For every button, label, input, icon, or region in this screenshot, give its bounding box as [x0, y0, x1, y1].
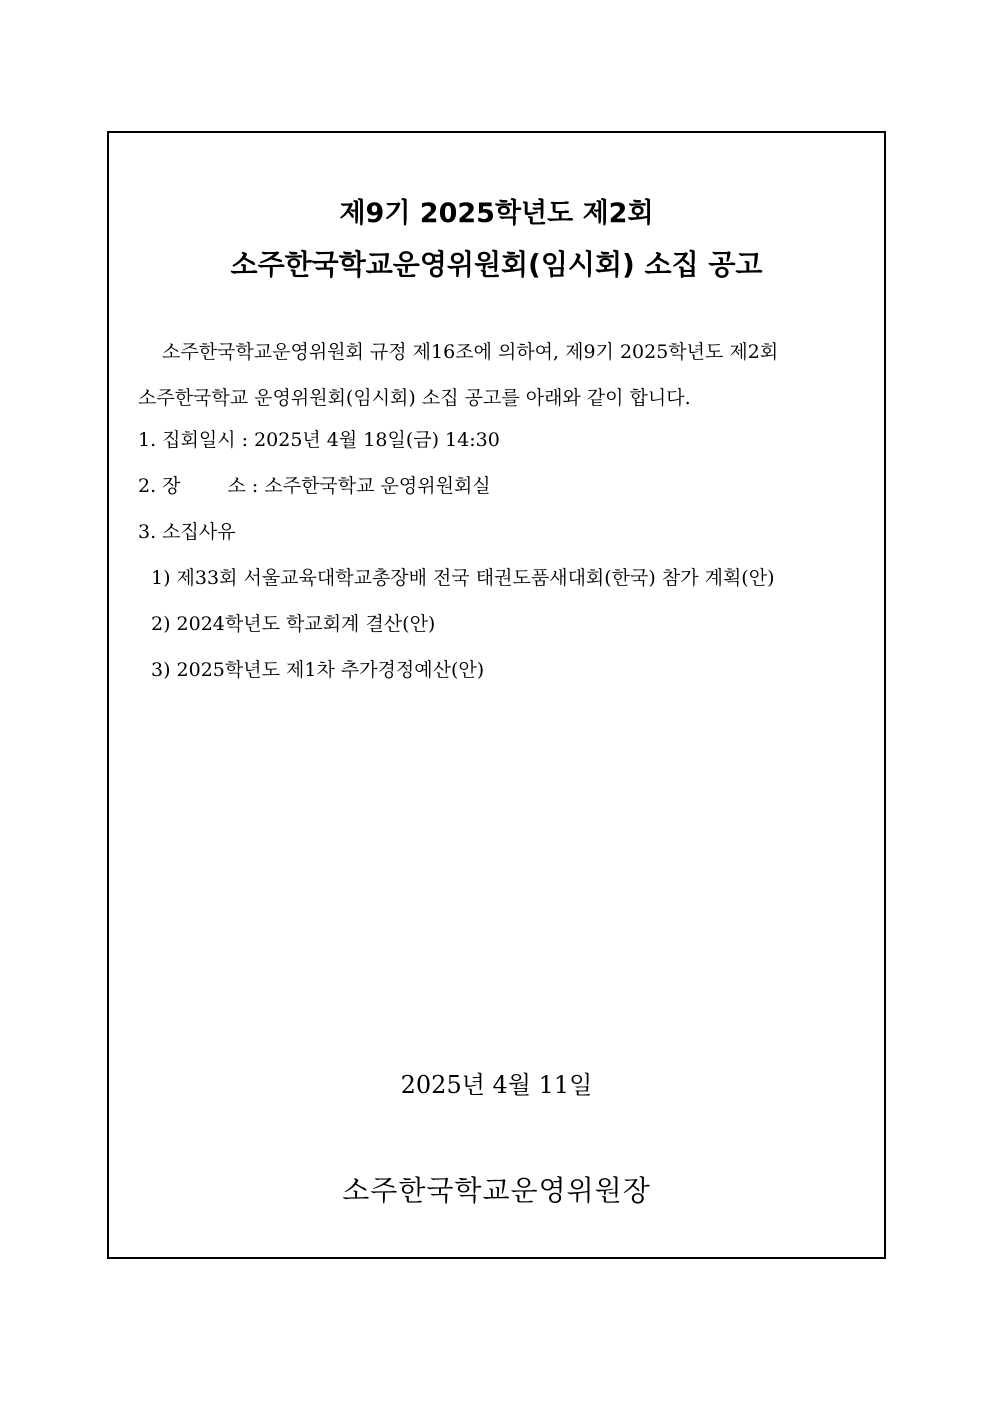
notice-frame: [107, 131, 886, 1259]
reason-item-3: 3) 2025학년도 제1차 추가경정예산(안): [151, 659, 485, 681]
intro-line2: 소주한국학교 운영위원회(임시회) 소집 공고를 아래와 같이 합니다.: [138, 387, 691, 409]
notice-title-line2: 소주한국학교운영위원회(임시회) 소집 공고: [230, 248, 763, 281]
notice-title-line1: 제9기 2025학년도 제2회: [339, 198, 654, 229]
notice-items: [138, 417, 774, 693]
intro-paragraph: [138, 329, 882, 421]
item-meeting-datetime: 1. 집회일시 : 2025년 4월 18일(금) 14:30: [138, 429, 500, 451]
item-place-label-a: 2. 장: [138, 475, 181, 497]
reason-item-2: 2) 2024학년도 학교회계 결산(안): [151, 613, 436, 635]
notice-signer: 소주한국학교운영위원장: [342, 1174, 651, 1207]
item-place: [138, 463, 774, 509]
reason-item-1: 1) 제33회 서울교육대학교총장배 전국 태권도품새대회(한국) 참가 계획(안): [151, 567, 775, 589]
item-reasons-heading: 3. 소집사유: [138, 521, 236, 543]
item-place-label-b: 소 : 소주한국학교 운영위원회실: [227, 475, 491, 497]
notice-date: 2025년 4월 11일: [400, 1071, 593, 1099]
intro-line1: 소주한국학교운영위원회 규정 제16조에 의하여, 제9기 2025학년도 제2회: [162, 341, 779, 363]
